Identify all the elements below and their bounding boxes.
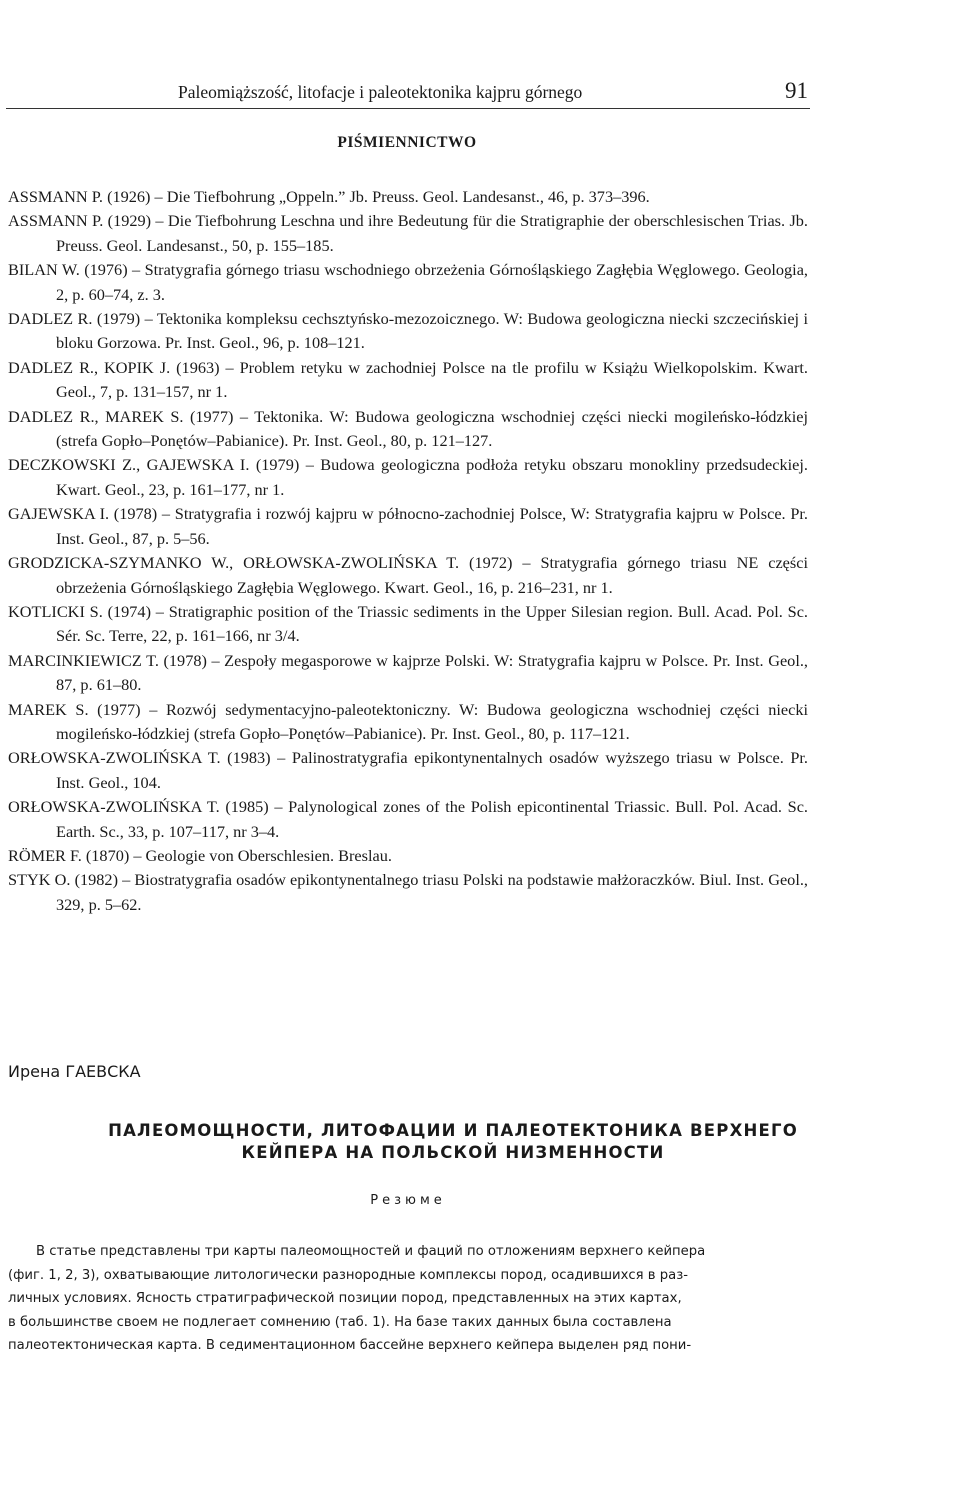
reference-item: DADLEZ R. (1979) – Tektonika kompleksu cechsztyńsko-mezozoicznego. W: Budowa geologiczna niecki szczecińskiej i bloku Gorzowa. Pr. Inst. Geol., 96, p. 108–121. [8,309,808,353]
reference-item: DADLEZ R., KOPIK J. (1963) – Problem retyku w zachodniej Polsce na tle profilu w Książu Wielkopolskim. Kwart. Geol., 7, p. 131–157, nr 1. [8,357,808,402]
reference-item: ASSMANN P. (1929) – Die Tiefbohrung Leschna und ihre Bedeutung für die Stratigraphie der oberschlesischen Trias. Jb. Preuss. Geol. Landesanst., 50, p. 155–185. [8,211,808,255]
summary-body-line: палеотектоническая карта. В седиментационном бассейне верхнего кейпера выделен ряд пони- [8,1338,692,1353]
reference-item: ORŁOWSKA-ZWOLIŃSKA T. (1983) – Palinostratygrafia epikontynentalnych osadów wyższego triasu w Polsce. Pr. Inst. Geol., 104. [8,748,808,792]
page-number: 91 [785,78,808,103]
reference-item: BILAN W. (1976) – Stratygrafia górnego triasu wschodniego obrzeżenia Górnośląskiego Zagłębia Węglowego. Geologia, 2, p. 60–74, z. 3. [8,260,808,304]
reference-item: GRODZICKA-SZYMANKO W., ORŁOWSKA-ZWOLIŃSKA T. (1972) – Stratygrafia górnego triasu NE części obrzeżenia Górnośląskiego Zagłębia Węglowego. Kwart. Geol., 16, p. 216–231, nr 1. [8,553,808,597]
reference-item: GAJEWSKA I. (1978) – Stratygrafia i rozwój kajpru w północno-zachodniej Polsce, W: Stratygrafia kajpru w Polsce. Pr. Inst. Geol., 87, p. 5–56. [8,504,808,548]
header-rule [6,108,810,109]
reference-item: ASSMANN P. (1926) – Die Tiefbohrung „Oppeln.” Jb. Preuss. Geol. Landesanst., 46, p. 373–396. [8,187,650,206]
reference-item: DECZKOWSKI Z., GAJEWSKA I. (1979) – Budowa geologiczna podłoża retyku obszaru monokliny przedsudeckiej. Kwart. Geol., 23, p. 161–177, nr 1. [8,455,808,499]
summary-body [8,1240,804,1358]
reference-list [8,185,808,917]
summary-body-line: в большинстве своем не подлегает сомнению (таб. 1). На базе таких данных была составлена [8,1314,672,1330]
summary-body-line: В статье представлены три карты палеомощностей и фаций по отложениям верхнего кейпера [36,1244,706,1259]
reference-item: KOTLICKI S. (1974) – Stratigraphic position of the Triassic sediments in the Upper Silesian region. Bull. Acad. Pol. Sc. Sér. Sc. Terre, 22, p. 161–166, nr 3/4. [8,601,808,646]
summary-author: Ирена ГАЕВСКА [8,1062,141,1081]
reference-item: MAREK S. (1977) – Rozwój sedymentacyjno-paleotektoniczny. W: Budowa geologiczna wschodniej części niecki mogileńsko-łódzkiej (strefa Gopło–Ponętów–Pabianice). Pr. Inst. Geol., 80, p. 117–121. [8,699,808,743]
running-header [0,78,810,108]
reference-item: DADLEZ R., MAREK S. (1977) – Tektonika. W: Budowa geologiczna wschodniej części niecki mogileńsko-łódzkiej (strefa Gopło–Ponętów–Pabianice). Pr. Inst. Geol., 80, p. 121–127. [8,406,808,451]
summary-heading: Резюме [370,1193,446,1208]
summary-title-line: КЕЙПЕРА НА ПОЛЬСКОЙ НИЗМЕННОСТИ [241,1143,665,1162]
summary-body-line: (фиг. 1, 2, 3), охватывающие литологически разнородные комплексы пород, осадившихся в раз- [8,1267,688,1283]
summary-title-line: ПАЛЕОМОЩНОСТИ, ЛИТОФАЦИИ И ПАЛЕОТЕКТОНИКА ВЕРХНЕГО [108,1121,798,1140]
summary-body-line: личных условиях. Ясность стратиграфической позиции пород, представленных на этих картах, [8,1291,682,1306]
reference-item: ORŁOWSKA-ZWOLIŃSKA T. (1985) – Palynological zones of the Polish epicontinental Triassic. Bull. Pol. Acad. Sc. Earth. Sc., 33, p. 107–117, nr 3–4. [8,797,808,841]
running-title: Paleomiąższość, litofacje i paleotektonika kajpru górnego [178,82,583,102]
reference-item: STYK O. (1982) – Biostratygrafia osadów epikontynentalnego triasu Polski na podstawie małżoraczków. Biul. Inst. Geol., 329, p. 5–62. [8,870,808,914]
references-heading: PIŚMIENNICTWO [337,134,477,151]
summary-title [0,1120,906,1164]
reference-item: RÖMER F. (1870) – Geologie von Oberschlesien. Breslau. [8,845,392,865]
reference-item: MARCINKIEWICZ T. (1978) – Zespoły megasporowe w kajprze Polski. W: Stratygrafia kajpru w Polsce. Pr. Inst. Geol., 87, p. 61–80. [8,650,808,695]
